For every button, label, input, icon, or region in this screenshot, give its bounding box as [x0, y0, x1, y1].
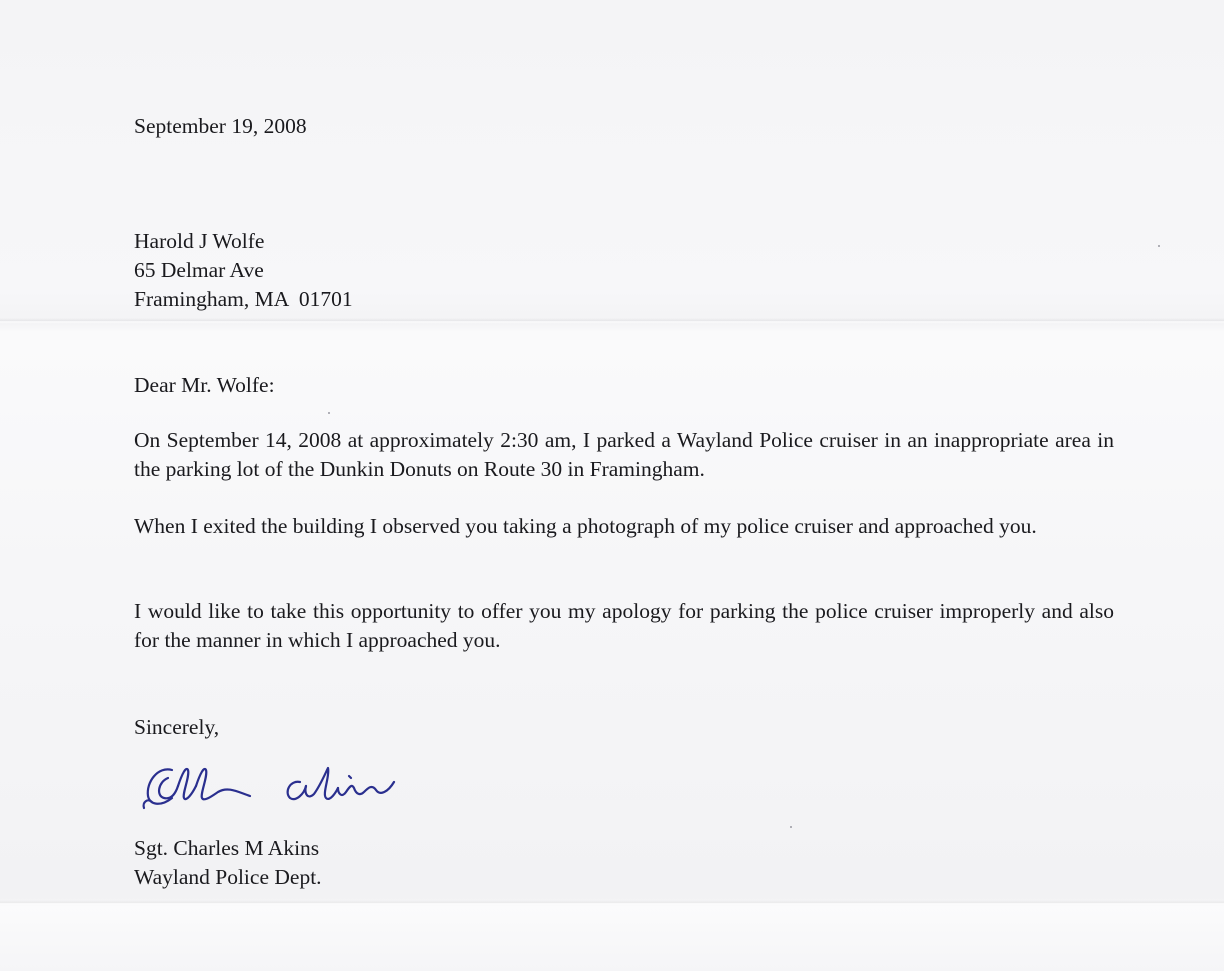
recipient-name: Harold J Wolfe [134, 229, 265, 253]
salutation: Dear Mr. Wolfe: [134, 373, 275, 397]
recipient-address [134, 227, 1114, 314]
body-paragraph: I would like to take this opportunity to offer you my apology for parking the police cruiser improperly and also for the manner in which I approached you. [134, 599, 1114, 652]
recipient-street: 65 Delmar Ave [134, 258, 264, 282]
body-paragraph: When I exited the building I observed you taking a photograph of my police cruiser and approached you. [134, 514, 1037, 538]
body-paragraph: On September 14, 2008 at approximately 2:30 am, I parked a Wayland Police cruiser in an inappropriate area in the parking lot of the Dunkin Donuts on Route 30 in Framingham. [134, 428, 1114, 481]
handwritten-signature [138, 752, 398, 822]
paper-fold-line [0, 318, 1224, 324]
paper-speck [790, 826, 792, 828]
signer-name: Sgt. Charles M Akins [134, 836, 320, 860]
closing: Sincerely, [134, 715, 220, 739]
paper-speck [328, 412, 330, 414]
recipient-city-line: Framingham, MA 01701 [134, 287, 353, 311]
signer-department: Wayland Police Dept. [134, 865, 322, 889]
letter-date: September 19, 2008 [134, 114, 307, 138]
paper-fold-line [0, 900, 1224, 906]
paper-speck [1158, 245, 1160, 247]
signer-block [134, 834, 1114, 892]
